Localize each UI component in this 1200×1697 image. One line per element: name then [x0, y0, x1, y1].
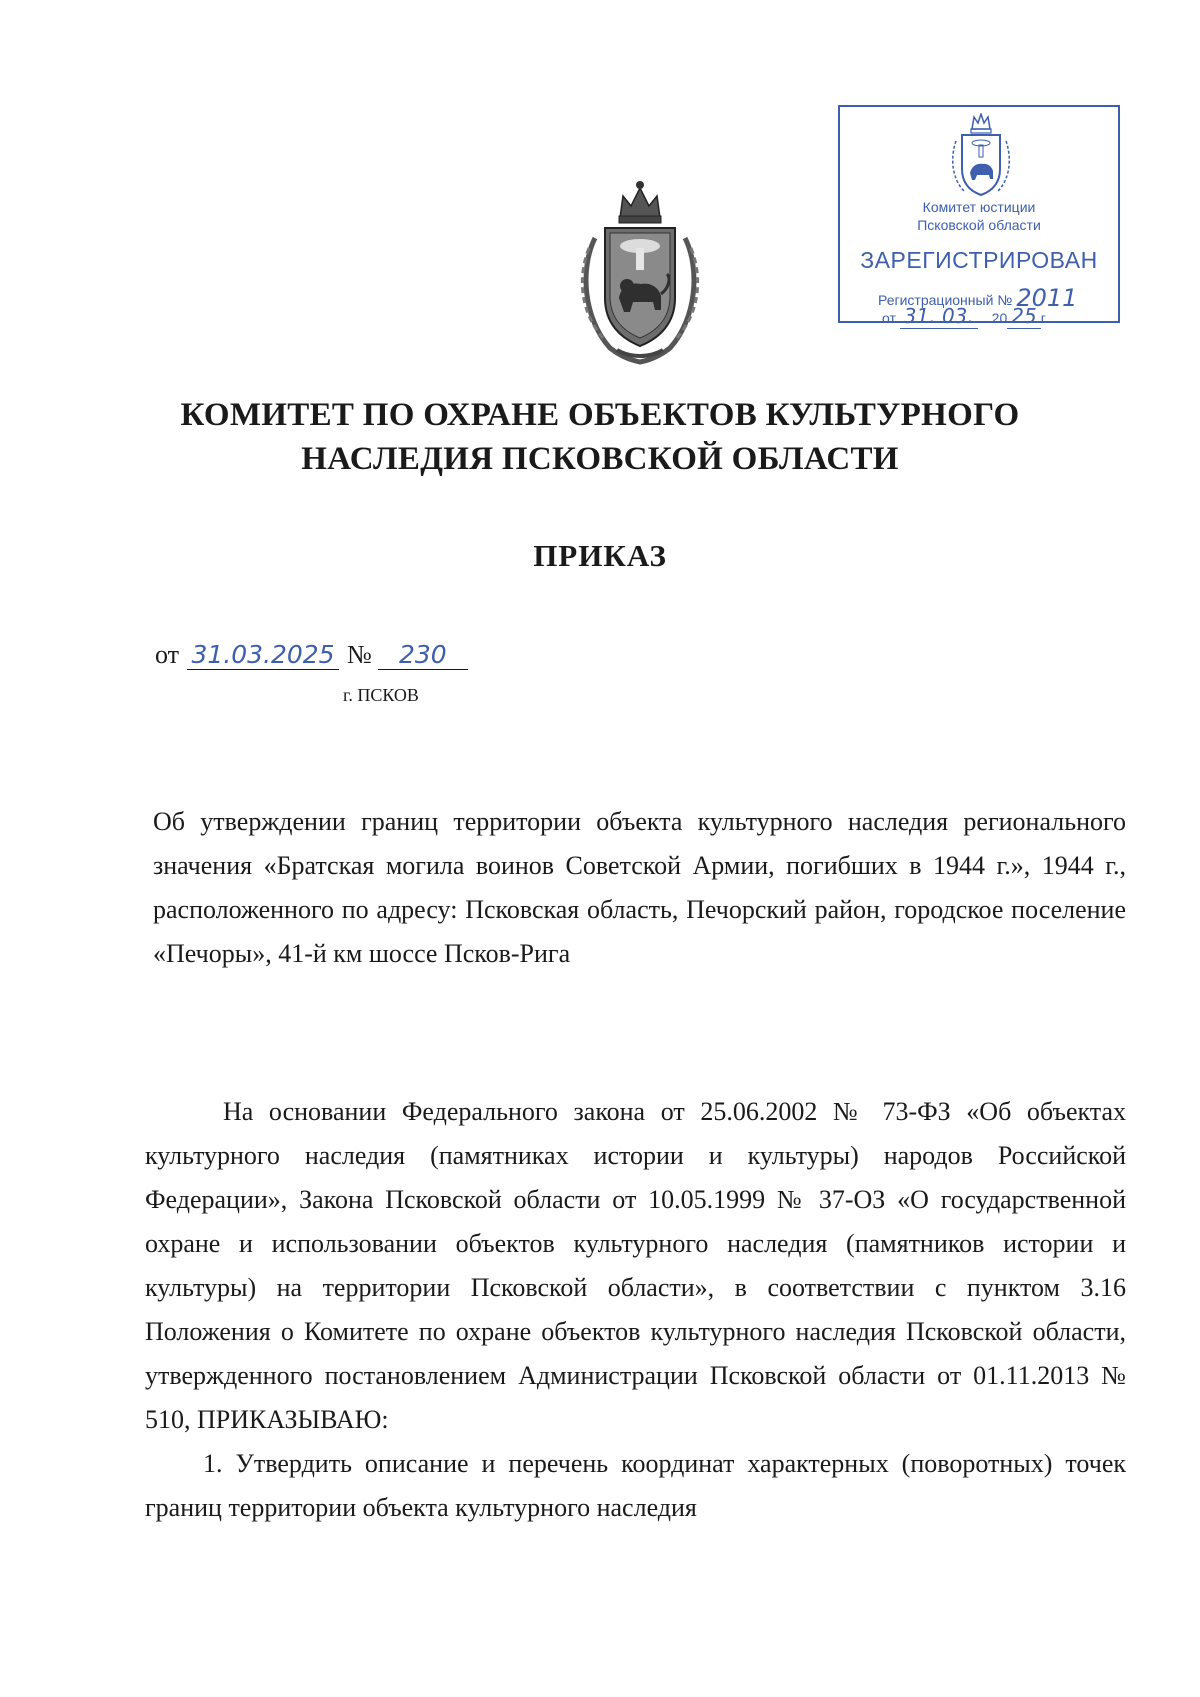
stamp-reg-number: 2011 — [1016, 284, 1078, 312]
order-date-number-line — [155, 640, 468, 670]
document-type: ПРИКАЗ — [533, 538, 667, 573]
order-number-label: № — [347, 640, 372, 669]
coat-of-arms-icon — [575, 178, 705, 366]
stamp-date-day-month: 31. 03. — [900, 304, 978, 329]
stamp-reg-label: Регистрационный № — [878, 292, 1013, 308]
order-subject: Об утверждении границ территории объекта культурного наследия регионального значения «Братская могила воинов Советской Армии, погибших в 1944 г.», 1944 г., расположенного по адресу: Псковская область, Печорский район, городское поселение «Печоры», 41-й км шоссе Псков-Рига — [153, 807, 1126, 968]
body-paragraph-basis: На основании Федерального закона от 25.06.2002 № 73-ФЗ «Об объектах культурного наследия (памятниках истории и культуры) народов Российской Федерации», Закона Псковской области от 10.05.1999 № 37-ОЗ «О государственной охране и использовании объектов культурного наследия (памятников истории и культуры) на территории Псковской области», в соответствии с пунктом 3.16 Положения о Комитете по охране объектов культурного наследия Псковской области, утвержденного постановлением Администрации Псковской области от 01.11.2013 № 510, ПРИКАЗЫВАЮ: — [145, 1097, 1126, 1434]
stamp-authority-line1: Комитет юстиции — [922, 199, 1036, 215]
stamp-authority-line2: Псковской области — [917, 217, 1041, 233]
stamp-status: ЗАРЕГИСТРИРОВАН — [860, 247, 1098, 273]
order-city: г. ПСКОВ — [343, 685, 419, 705]
order-number: 230 — [378, 640, 468, 670]
stamp-date — [882, 304, 1048, 328]
organization-title-line1: КОМИТЕТ ПО ОХРАНЕ ОБЪЕКТОВ КУЛЬТУРНОГО — [180, 397, 1020, 433]
organization-title-line2: НАСЛЕДИЯ ПСКОВСКОЙ ОБЛАСТИ — [301, 441, 899, 477]
stamp-date-prefix: от — [882, 310, 896, 326]
stamp-date-year-suffix: 25 — [1007, 304, 1040, 329]
order-body — [145, 1090, 1126, 1530]
order-from-label: от — [155, 640, 180, 669]
registration-stamp — [838, 105, 1120, 328]
stamp-date-year-prefix: 20 — [991, 310, 1008, 326]
stamp-emblem-icon — [950, 113, 1012, 199]
body-paragraph-item-1: 1. Утвердить описание и перечень координат характерных (поворотных) точек границ территории объекта культурного наследия — [145, 1449, 1126, 1522]
organization-title — [0, 393, 1200, 481]
order-date: 31.03.2025 — [187, 640, 339, 670]
stamp-date-suffix: г. — [1040, 310, 1048, 326]
